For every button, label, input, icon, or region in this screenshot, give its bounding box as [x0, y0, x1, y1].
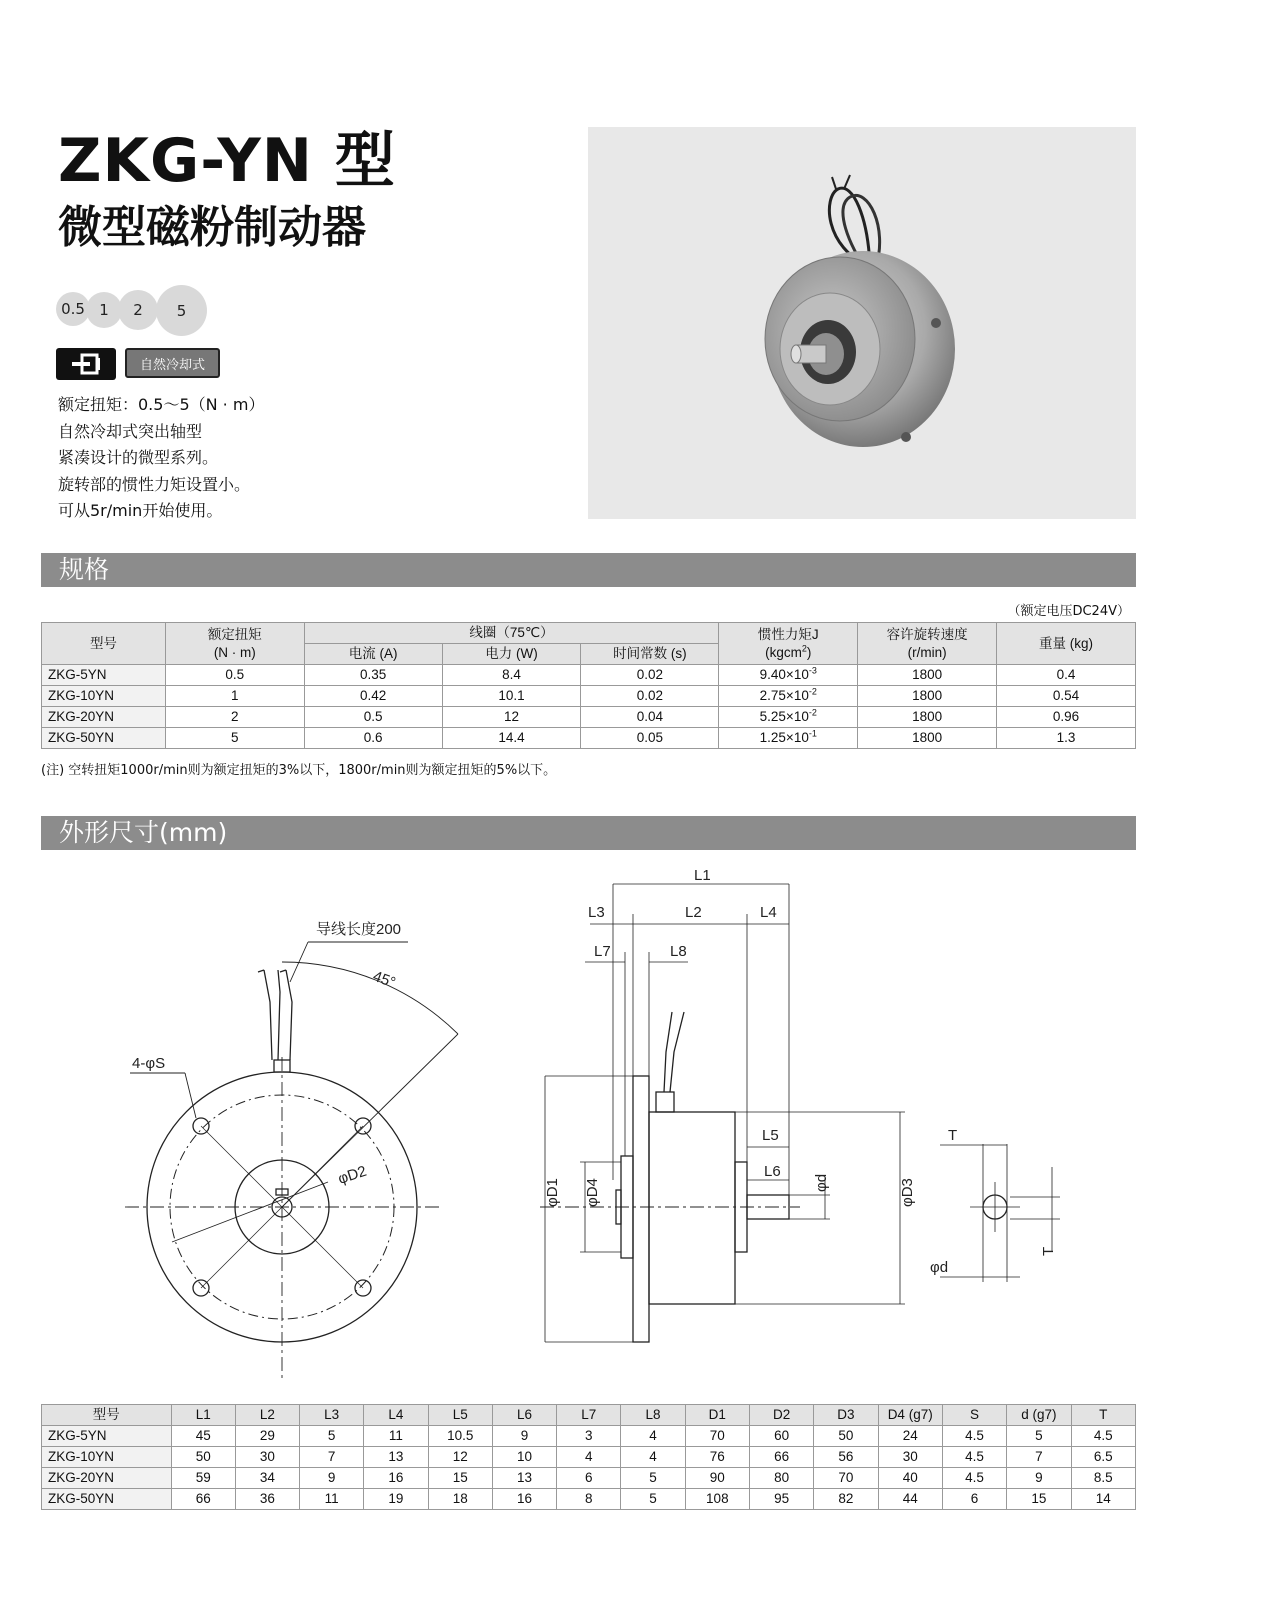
dim-cell: ZKG-10YN [42, 1447, 172, 1468]
holes-label: 4-φS [132, 1055, 166, 1072]
dim-col-header: L4 [364, 1405, 428, 1426]
dim-cell: ZKG-50YN [42, 1489, 172, 1510]
dim-cell: 50 [171, 1447, 235, 1468]
dim-cell: 95 [749, 1489, 813, 1510]
dim-cell: 4.5 [942, 1468, 1006, 1489]
dim-cell: 5 [621, 1489, 685, 1510]
th-inertia: 惯性力矩J (kgcm$^2$) [719, 623, 858, 665]
dim-cell: 19 [364, 1489, 428, 1510]
dim-cell: 6 [557, 1468, 621, 1489]
torque-circle-1: 1 [86, 292, 122, 328]
dim-cell: 56 [814, 1447, 878, 1468]
product-description [58, 392, 264, 525]
dim-cell: 9 [300, 1468, 364, 1489]
l6-label: L6 [764, 1163, 781, 1180]
th-power: 电力 (W) [442, 644, 581, 665]
l4-label: L4 [760, 904, 777, 921]
page-title: ZKG-YN 型 [58, 126, 396, 196]
th-coil: 线圈（75℃） [304, 623, 719, 644]
shaft-end-view [940, 1144, 1060, 1282]
dim-cell: 15 [428, 1468, 492, 1489]
d-end-label: φd [930, 1259, 949, 1276]
dim-col-header: L5 [428, 1405, 492, 1426]
voltage-note: （额定电压DC24V） [1007, 604, 1130, 619]
spec-row: ZKG-10YN 1 0.42 10.1 0.02 $2.75\times 10^{-2}$ 1800 0.54 [42, 686, 1136, 707]
dim-cell: 6.5 [1071, 1447, 1135, 1468]
spec-row: ZKG-50YN 5 0.6 14.4 0.05 $1.25\times 10^{-1}$ 1800 1.3 [42, 728, 1136, 749]
dim-section-heading: 外形尺寸(mm) [41, 816, 1136, 850]
angle-label: 45° [370, 967, 398, 992]
dim-col-header: d (g7) [1007, 1405, 1071, 1426]
dim-cell: 50 [814, 1426, 878, 1447]
l2-label: L2 [685, 904, 702, 921]
dim-cell: 4.5 [942, 1426, 1006, 1447]
desc-line: 自然冷却式突出轴型 [58, 421, 203, 441]
dim-cell: 30 [235, 1447, 299, 1468]
product-photo [588, 127, 1136, 519]
dim-cell: 3 [557, 1426, 621, 1447]
dim-col-header: S [942, 1405, 1006, 1426]
dim-cell: 29 [235, 1426, 299, 1447]
th-rated-torque: 额定扭矩 (N · m) [165, 623, 304, 665]
dim-cell: 70 [814, 1468, 878, 1489]
dim-col-header: T [1071, 1405, 1135, 1426]
dim-cell: 4 [621, 1426, 685, 1447]
dim-col-header: D4 (g7) [878, 1405, 942, 1426]
dim-col-header: L1 [171, 1405, 235, 1426]
dim-cell: 66 [749, 1447, 813, 1468]
torque-circle-2: 2 [118, 290, 158, 330]
page-subtitle: 微型磁粉制动器 [58, 202, 366, 253]
dim-cell: 8 [557, 1489, 621, 1510]
dim-cell: 40 [878, 1468, 942, 1489]
dim-row [42, 1468, 1136, 1489]
d1-label: φD1 [544, 1178, 561, 1207]
dim-table-header [42, 1405, 1136, 1426]
spec-footnote: (注) 空转扭矩1000r/min则为额定扭矩的3%以下，1800r/min则为额定扭矩的5%以下。 [41, 763, 557, 778]
dim-row [42, 1426, 1136, 1447]
d2-label: φD2 [335, 1162, 369, 1188]
torque-circle-0: 0.5 [56, 292, 90, 326]
dim-cell: 5 [621, 1468, 685, 1489]
dim-cell: ZKG-5YN [42, 1426, 172, 1447]
spec-row: ZKG-5YN 0.5 0.35 8.4 0.02 $9.40\times 10^{-3}$ 1800 0.4 [42, 665, 1136, 686]
dim-col-header: L3 [300, 1405, 364, 1426]
dim-col-header: L7 [557, 1405, 621, 1426]
l8-label: L8 [670, 943, 687, 960]
desc-line: 额定扭矩：0.5～5（N · m） [58, 395, 265, 414]
dim-col-header: D1 [685, 1405, 749, 1426]
dim-cell: 9 [492, 1426, 556, 1447]
dim-cell: 6 [942, 1489, 1006, 1510]
dim-col-header: D3 [814, 1405, 878, 1426]
dim-cell: 16 [364, 1468, 428, 1489]
dim-col-header: L6 [492, 1405, 556, 1426]
dim-cell: 10.5 [428, 1426, 492, 1447]
dim-cell: 80 [749, 1468, 813, 1489]
dim-cell: 8.5 [1071, 1468, 1135, 1489]
dim-cell: 15 [1007, 1489, 1071, 1510]
dim-cell: 11 [300, 1489, 364, 1510]
th-model: 型号 [42, 623, 166, 665]
dim-cell: 4 [557, 1447, 621, 1468]
dim-cell: 70 [685, 1426, 749, 1447]
dim-cell: 66 [171, 1489, 235, 1510]
spec-table [41, 622, 1136, 749]
lead-length-label: 导线长度200 [316, 921, 402, 938]
th-time-constant: 时间常数 (s) [581, 644, 719, 665]
dim-cell: 90 [685, 1468, 749, 1489]
dim-cell: 30 [878, 1447, 942, 1468]
dim-cell: 5 [1007, 1426, 1071, 1447]
dim-cell: 60 [749, 1426, 813, 1447]
dim-cell: 36 [235, 1489, 299, 1510]
d-side-label: φd [813, 1173, 830, 1192]
dim-cell: 12 [428, 1447, 492, 1468]
dim-cell: 11 [364, 1426, 428, 1447]
dim-cell: 16 [492, 1489, 556, 1510]
torque-circle-3: 5 [156, 285, 207, 336]
dim-cell: 4.5 [942, 1447, 1006, 1468]
dim-cell: 18 [428, 1489, 492, 1510]
l3-label: L3 [588, 904, 605, 921]
dim-cell: 34 [235, 1468, 299, 1489]
th-speed: 容许旋转速度 (r/min) [858, 623, 997, 665]
dim-cell: 4 [621, 1447, 685, 1468]
l5-label: L5 [762, 1127, 779, 1144]
dim-cell: 59 [171, 1468, 235, 1489]
d4-label: φD4 [584, 1178, 601, 1207]
dim-col-header: L2 [235, 1405, 299, 1426]
dim-cell: 7 [1007, 1447, 1071, 1468]
dim-cell: 76 [685, 1447, 749, 1468]
t-top-label: T [948, 1127, 958, 1144]
dim-col-header: L8 [621, 1405, 685, 1426]
dimension-table [41, 1404, 1136, 1510]
dim-cell: 4.5 [1071, 1426, 1135, 1447]
dimension-drawing [100, 862, 1180, 1392]
front-view [125, 942, 458, 1382]
dim-row [42, 1489, 1136, 1510]
dim-cell: 14 [1071, 1489, 1135, 1510]
dim-cell: 9 [1007, 1468, 1071, 1489]
dim-cell: ZKG-20YN [42, 1468, 172, 1489]
dim-col-header: 型号 [42, 1405, 172, 1426]
dim-cell: 108 [685, 1489, 749, 1510]
dim-row [42, 1447, 1136, 1468]
desc-line: 旋转部的惯性力矩设置小。 [58, 474, 251, 494]
t-side-label: T [1040, 1246, 1057, 1256]
th-current: 电流 (A) [304, 644, 442, 665]
dim-cell: 5 [300, 1426, 364, 1447]
dim-cell: 24 [878, 1426, 942, 1447]
cooling-badge: 自然冷却式 [125, 348, 220, 378]
dim-cell: 13 [364, 1447, 428, 1468]
desc-line: 可从5r/min开始使用。 [58, 501, 223, 520]
dim-cell: 45 [171, 1426, 235, 1447]
l7-label: L7 [594, 943, 611, 960]
desc-line: 紧凑设计的微型系列。 [58, 448, 219, 467]
dim-cell: 44 [878, 1489, 942, 1510]
dim-cell: 82 [814, 1489, 878, 1510]
spec-row: ZKG-20YN 2 0.5 12 0.04 $5.25\times 10^{-2}$ 1800 0.96 [42, 707, 1136, 728]
dim-cell: 7 [300, 1447, 364, 1468]
d3-label: φD3 [899, 1178, 916, 1207]
dim-cell: 10 [492, 1447, 556, 1468]
l1-label: L1 [694, 867, 711, 884]
shaft-type-icon [56, 348, 116, 380]
dim-col-header: D2 [749, 1405, 813, 1426]
spec-section-heading: 规格 [41, 553, 1136, 587]
th-weight: 重量 (kg) [997, 623, 1136, 665]
dim-cell: 13 [492, 1468, 556, 1489]
